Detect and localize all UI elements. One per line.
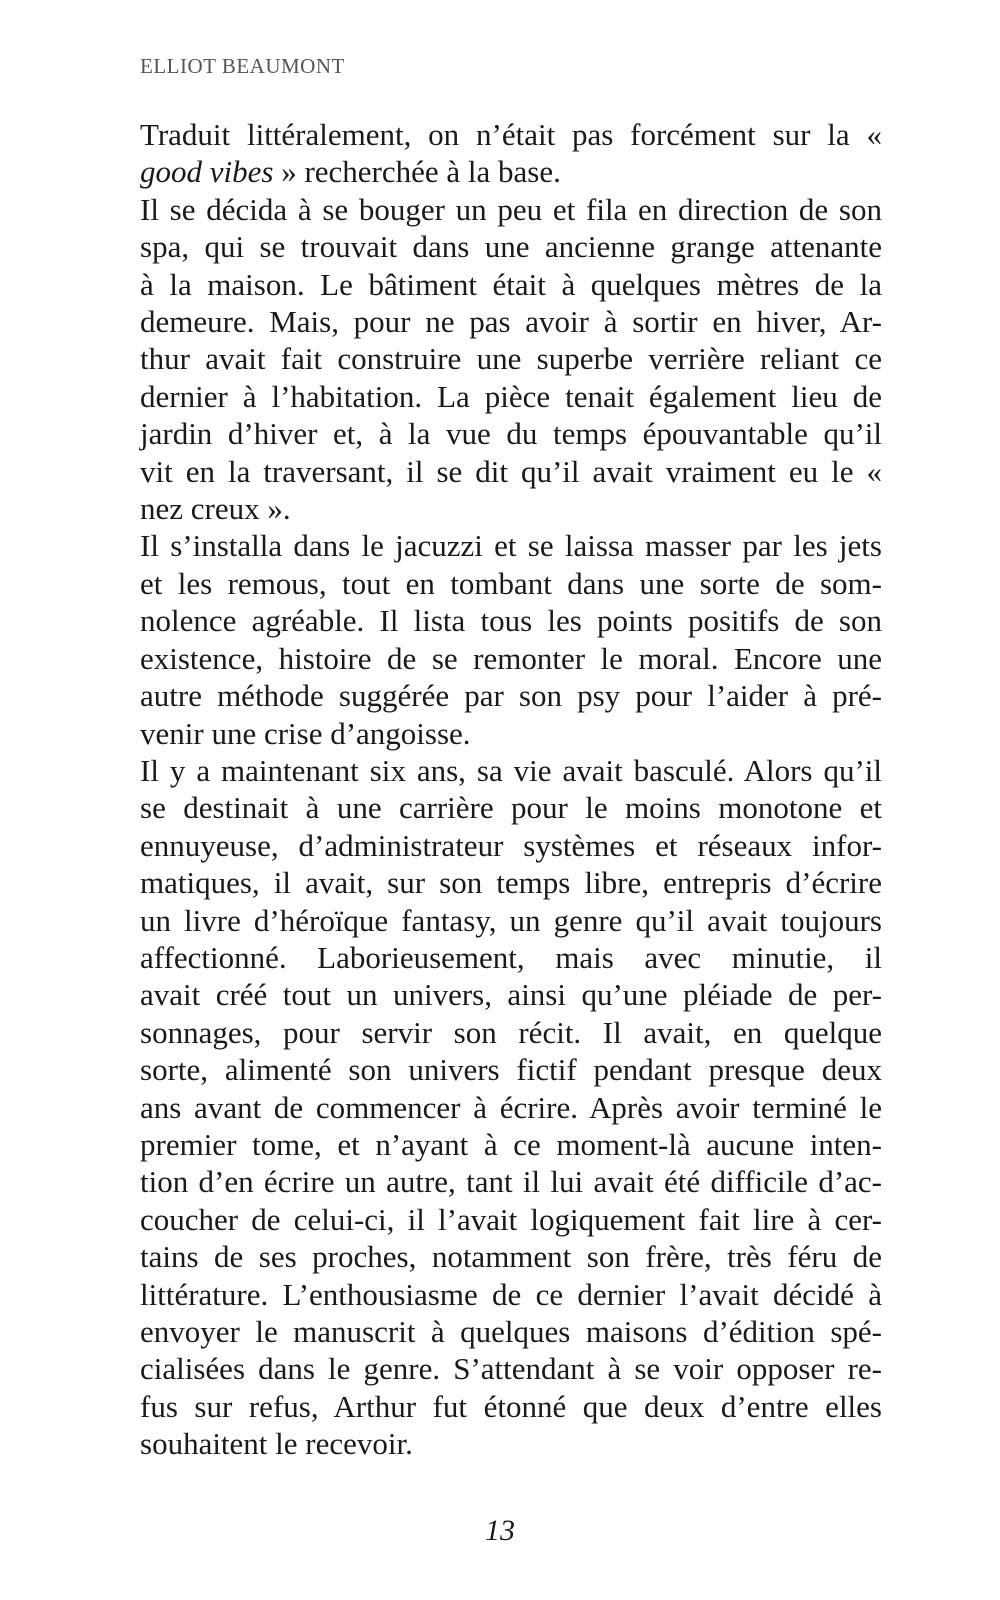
- page-number: 13: [485, 1514, 515, 1547]
- text-line: cialisées dans le genre. S’attendant à se voir opposer re-: [140, 1351, 882, 1387]
- text-line: littérature. L’enthousiasme de ce dernier l’avait décidé à: [140, 1276, 882, 1312]
- paragraph: [140, 116, 882, 191]
- text-line: ans avant de commencer à écrire. Après avoir terminé le: [140, 1089, 882, 1125]
- text-line: envoyer le manuscrit à quelques maisons d’édition spé-: [140, 1314, 882, 1349]
- paragraph: [140, 752, 882, 1463]
- text-line: affectionné. Laborieusement, mais avec minutie, il: [140, 939, 882, 975]
- text-line: Il s’installa dans le jacuzzi et se laissa masser par les jets: [140, 528, 882, 564]
- text-line: spa, qui se trouvait dans une ancienne grange attenante: [140, 229, 882, 265]
- text-line: Traduit littéralement, on n’était pas forcément sur la «: [140, 117, 882, 152]
- text-line: ennuyeuse, d’administrateur systèmes et réseaux infor-: [140, 827, 882, 863]
- text-line: tion d’en écrire un autre, tant il lui avait été difficile d’ac-: [140, 1164, 882, 1200]
- text-line: sonnages, pour servir son récit. Il avait, en quelque: [140, 1014, 882, 1050]
- text-line: souhaitent le recevoir.: [140, 1426, 413, 1462]
- text-line: premier tome, et n’ayant à ce moment-là aucune inten-: [140, 1126, 882, 1162]
- text-line: nolence agréable. Il lista tous les points positifs de son: [140, 603, 882, 639]
- line-rest: » recherchée à la base.: [273, 154, 561, 190]
- text-line: nez creux ».: [140, 491, 291, 527]
- body-text: [140, 116, 882, 1463]
- text-line: vit en la traversant, il se dit qu’il avait vraiment eu le «: [140, 453, 882, 489]
- text-line: se destinait à une carrière pour le moins monotone et: [140, 790, 882, 826]
- text-line: dernier à l’habitation. La pièce tenait également lieu de: [140, 378, 882, 414]
- italic-phrase: good vibes: [140, 154, 274, 190]
- text-line: Il se décida à se bouger un peu et fila en direction de son: [140, 191, 882, 227]
- text-line: autre méthode suggérée par son psy pour l’aider à pré-: [140, 678, 882, 714]
- text-line: Il y a maintenant six ans, sa vie avait basculé. Alors qu’il: [140, 752, 882, 788]
- paragraph: [140, 191, 882, 528]
- text-line: thur avait fait construire une superbe verrière reliant ce: [140, 341, 882, 377]
- text-line: sorte, alimenté son univers fictif pendant presque deux: [140, 1052, 882, 1088]
- text-line: fus sur refus, Arthur fut étonné que deux d’entre elles: [140, 1388, 882, 1424]
- text-line: [140, 153, 882, 190]
- running-head-author: ELLIOT BEAUMONT: [140, 54, 345, 78]
- text-line: jardin d’hiver et, à la vue du temps épouvantable qu’il: [140, 416, 882, 452]
- text-line: matiques, il avait, sur son temps libre, entrepris d’écrire: [140, 865, 882, 901]
- text-line: existence, histoire de se remonter le moral. Encore une: [140, 640, 882, 676]
- text-line: coucher de celui-ci, il l’avait logiquement fait lire à cer-: [140, 1201, 882, 1237]
- text-line: et les remous, tout en tombant dans une sorte de som-: [140, 565, 882, 601]
- paragraph: [140, 527, 882, 751]
- text-line: avait créé tout un univers, ainsi qu’une pléiade de per-: [140, 977, 882, 1013]
- text-line: un livre d’héroïque fantasy, un genre qu’il avait toujours: [140, 902, 882, 938]
- text-line: venir une crise d’angoisse.: [140, 715, 471, 751]
- text-line: tains de ses proches, notamment son frère, très féru de: [140, 1239, 882, 1275]
- text-line: à la maison. Le bâtiment était à quelques mètres de la: [140, 266, 882, 302]
- text-line: demeure. Mais, pour ne pas avoir à sortir en hiver, Ar-: [140, 304, 882, 340]
